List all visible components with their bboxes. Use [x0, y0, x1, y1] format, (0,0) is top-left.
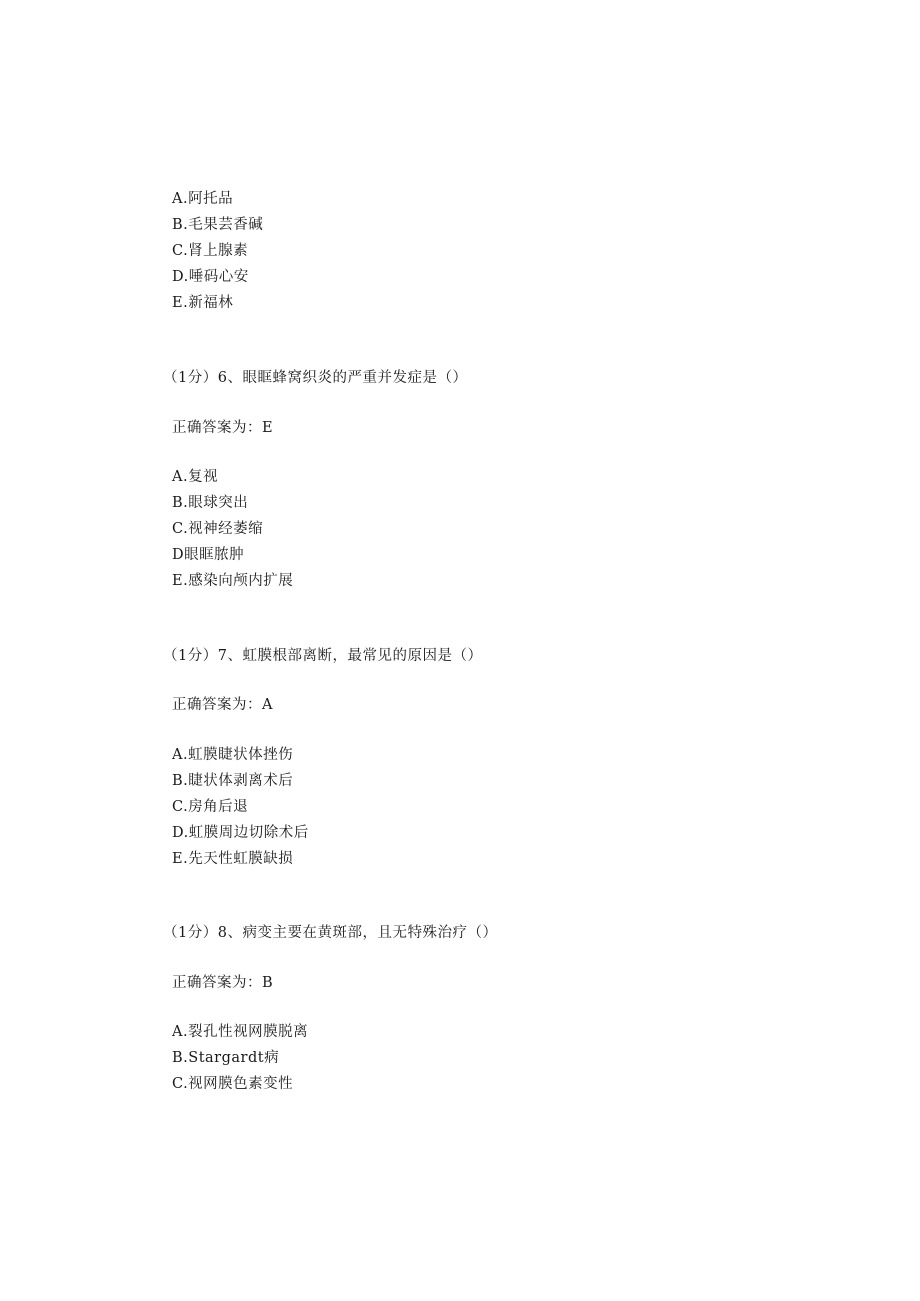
option-line: C.视网膜色素变性 — [172, 1076, 294, 1092]
option-line: D.虹膜周边切除术后 — [172, 825, 309, 841]
answer-line: 正确答案为：B — [172, 975, 274, 991]
question-stem: （1分）8、病变主要在黄斑部，且无特殊治疗（） — [163, 925, 498, 941]
option-line: C.肾上腺素 — [172, 243, 249, 259]
option-line: D.唾码心安 — [172, 269, 249, 285]
option-line: E.感染向颅内扩展 — [172, 573, 294, 589]
question-stem: （1分）7、虹膜根部离断，最常见的原因是（） — [163, 648, 483, 664]
answer-line: 正确答案为：A — [172, 697, 273, 713]
option-line: B.睫状体剥离术后 — [172, 773, 294, 789]
option-line: E.先天性虹膜缺损 — [172, 851, 294, 867]
option-line: E.新福林 — [172, 295, 234, 311]
option-line: A.裂孔性视网膜脱离 — [172, 1024, 309, 1040]
option-line: C.视神经萎缩 — [172, 521, 264, 537]
option-line: B.毛果芸香碱 — [172, 217, 264, 233]
option-line: A.虹膜睫状体挫伤 — [172, 747, 294, 763]
option-line: A.阿托品 — [172, 191, 234, 207]
option-line: B.Stargardt病 — [172, 1050, 280, 1066]
option-line: D眼眶脓肿 — [172, 547, 245, 563]
option-line: C.房角后退 — [172, 799, 249, 815]
answer-line: 正确答案为：E — [172, 420, 274, 436]
option-line: A.复视 — [172, 469, 219, 485]
question-stem: （1分）6、眼眶蜂窝织炎的严重并发症是（） — [163, 370, 468, 386]
option-line: B.眼球突出 — [172, 495, 249, 511]
